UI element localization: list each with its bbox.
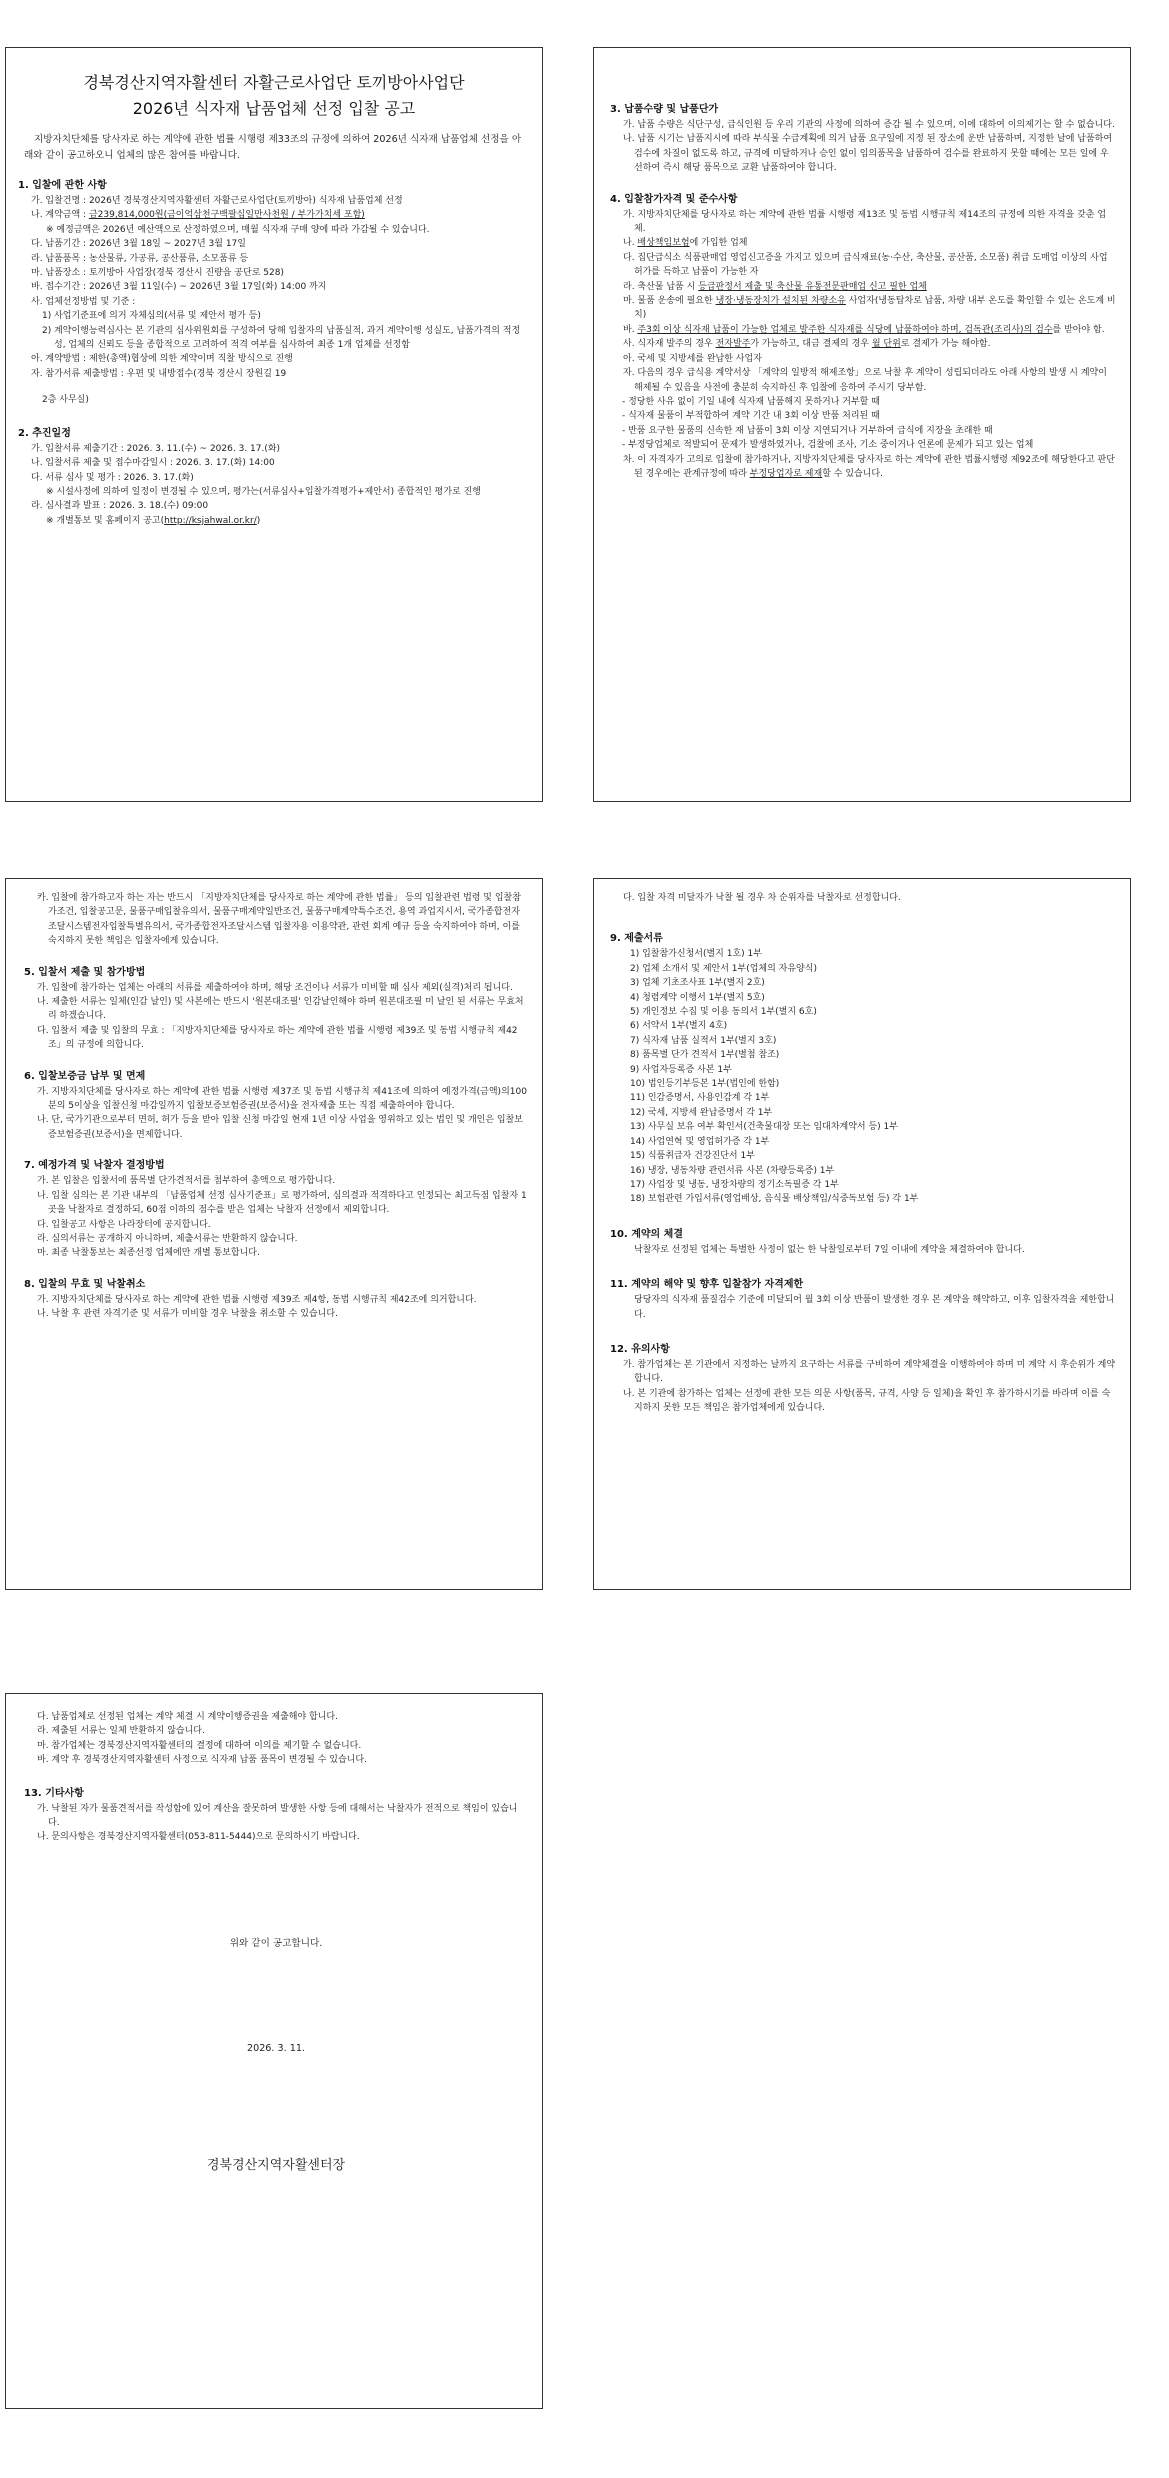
document-item: 12) 국세, 지방세 완납증명서 각 1부 [630, 1107, 773, 1118]
section-heading-12: 12. 유의사항 [610, 1343, 670, 1355]
sec4-item-da: 다. 집단급식소 식품판매업 영업신고증을 가지고 있으며 급식재료(농·수산, 축산물, 공산품, 소모품) 취급 도매업 이상의 사업허가를 득하고 납품이 가능한 자 [623, 252, 1108, 278]
homepage-note-suffix: ) [256, 515, 261, 526]
required-documents-list [610, 947, 1116, 1206]
sec4-sa-suffix: 로 결제가 가능 해야함. [900, 339, 991, 350]
sec12-item-ba: 바. 계약 후 경북경산지역자활센터 사정으로 식자재 납품 품목이 변경될 수 있습니다. [37, 1755, 367, 1766]
sec4-item-ja-4: - 부정당업체로 적발되어 문제가 발생하였거나, 검찰에 조사, 기소 중이거나 언론에 문제가 되고 있는 업체 [622, 440, 1034, 451]
document-item: 3) 업체 기초조사표 1부(별지 2호) [630, 978, 765, 989]
sec10-body: 낙찰자로 선정된 업체는 특별한 사정이 없는 한 낙찰일로부터 7일 이내에 계약을 체결하여야 합니다. [634, 1244, 1025, 1255]
sec4-ba-suffix: 를 받아야 함. [1052, 324, 1105, 335]
section-heading-5: 5. 입찰서 제출 및 참가방법 [24, 966, 146, 978]
sec1-item-sa-2: 2) 계약이행능력심사는 본 기관의 심사위원회를 구성하여 당해 입찰자의 납품실적, 과거 계약이행 성실도, 납품가격의 적정성, 업체의 신뢰도 등을 종합적으로 고려하여 적격 여부를 심사하여 최종 1개 업체를 선정함 [42, 325, 521, 351]
sec4-sa-underlined-2: 월 단위 [871, 339, 901, 350]
document-item: 1) 입찰참가신청서(별지 1호) 1부 [630, 949, 762, 960]
document-item: 15) 식품취급자 건강진단서 1부 [630, 1151, 755, 1162]
sec7-item-ma: 마. 최종 낙찰통보는 최종선정 업체에만 개별 통보합니다. [37, 1248, 260, 1259]
document-item: 7) 식자재 납품 실적서 1부(별지 3호) [630, 1035, 777, 1046]
homepage-note-prefix: ※ 개별통보 및 홈페이지 공고( [46, 515, 165, 526]
sec4-cha-suffix: 할 수 있습니다. [822, 468, 883, 479]
section-heading-7: 7. 예정가격 및 낙찰자 결정방법 [24, 1160, 165, 1172]
section-heading-1: 1. 입찰에 관한 사항 [18, 180, 107, 191]
sec4-item-ba [610, 323, 1116, 337]
sec4-sa-mid: 가 가능하고, 대금 결제의 경우 [750, 339, 872, 350]
sec8-item-na: 나. 낙찰 후 관련 자격기준 및 서류가 미비할 경우 낙찰을 취소할 수 있습니다. [37, 1309, 338, 1320]
sec12-item-ra: 라. 제출된 서류는 일체 반환하지 않습니다. [37, 1726, 205, 1737]
section-heading-2: 2. 추진일정 [18, 427, 71, 439]
sec4-item-ja-1: - 정당한 사유 없이 기일 내에 식자재 납품해지 못하거나 거부할 때 [622, 396, 880, 407]
closing-statement: 위와 같이 공고합니다. [229, 1937, 323, 1949]
title-line-1: 경북경산지역자활센터 자활근로사업단 토끼방아사업단 [83, 73, 465, 92]
sec6-item-ga: 가. 지방자치단체를 당사자로 하는 계약에 관한 법률 시행령 제37조 및 동법 시행규칙 제41조에 의하여 예정가격(금액)의100분의 5이상을 입찰신청 마감일까지 입찰보증보험증권(보증서)을 전자제출 또는 직접 제출하여야 합니다. [37, 1086, 527, 1112]
sec4-item-ja: 자. 다음의 경우 급식용 계약서상 「계약의 일방적 해제조항」으로 낙찰 후 계약이 성립되더라도 아래 사항의 발생 시 계약이 해제될 수 있음을 사전에 충분히 숙지하신 후 입찰에 응하여 주시기 당부함. [623, 368, 1107, 393]
sec8-item-da: 다. 입찰 자격 미달자가 낙찰 될 경우 차 순위자를 낙찰자로 선정합니다. [623, 893, 901, 903]
sec4-ma-prefix: 마. 물품 운송에 필요한 [623, 296, 716, 307]
sec1-item-ja-cont: 2층 사무실) [42, 395, 89, 406]
contract-amount-label: 나. 계약금액 : [31, 210, 89, 221]
sec4-sa-prefix: 사. 식자재 발주의 경우 [623, 339, 716, 350]
signatory: 경북경산지역자활센터장 [206, 2157, 346, 2173]
section-heading-9: 9. 제출서류 [610, 933, 663, 945]
sec7-item-na: 나. 입찰 심의는 본 기관 내부의 「납품업체 선정 심사기준표」로 평가하여, 심의결과 적격하다고 인정되는 최고득점 입찰자 1곳을 낙찰자로 결정하되, 60점 이하의 점수를 받은 업체는 낙찰자 선정에서 제외합니다. [37, 1190, 527, 1216]
sec1-item-da: 다. 납품기간 : 2026년 3월 18일 ~ 2027년 3월 17일 [31, 239, 246, 250]
sec4-item-ga: 가. 지방자치단체를 당사자로 하는 계약에 관한 법률 시행령 제13조 및 동법 시행규칙 제14조의 규정에 의한 자격을 갖춘 업체. [623, 209, 1107, 235]
document-item: 9) 사업자등록증 사본 1부 [630, 1064, 732, 1075]
sec2-item-da: 다. 서류 심사 및 평가 : 2026. 3. 17.(화) [31, 472, 194, 483]
sec4-ma-suffix: 사업자(냉동탑차로 납품, 차량 내부 온도를 확인할 수 있는 온도계 비치) [634, 296, 1116, 321]
section-heading-4: 4. 입찰참가자격 및 준수사항 [610, 193, 738, 205]
sec1-item-ma: 마. 납품장소 : 토끼방아 사업장(경북 경산시 진량읍 공단로 528) [31, 268, 284, 279]
sec4-ra-prefix: 라. 축산물 납품 시 [623, 281, 699, 292]
section-heading-11: 11. 계약의 해약 및 향후 입찰참가 자격제한 [610, 1279, 804, 1291]
sec4-na-prefix: 나. [623, 238, 638, 249]
intro-paragraph: 지방자치단체를 당사자로 하는 계약에 관한 법률 시행령 제33조의 규정에 의하여 2026년 식자재 납품업체 선정을 아래와 같이 공고하오니 업체의 많은 참여를 바랍니다. [24, 134, 522, 161]
sec1-item-ga: 가. 입찰건명 : 2026년 경북경산지역자활센터 자활근로사업단(토끼방아) 식자재 납품업체 선정 [31, 196, 403, 206]
page-3 [5, 878, 543, 1590]
sec7-item-da: 다. 입찰공고 사항은 나라장터에 공지합니다. [37, 1219, 211, 1230]
document-item: 16) 냉장, 냉동차량 관련서류 사본 (차량등록증) 1부 [630, 1165, 835, 1176]
sec1-item-ja: 자. 참가서류 제출방법 : 우편 및 내방접수(경북 경산시 장원길 19 [31, 368, 287, 379]
document-item: 8) 품목별 단가 견적서 1부(별첨 참조) [630, 1050, 780, 1061]
document-item: 2) 업체 소개서 및 제안서 1부(업체의 자유양식) [630, 963, 817, 974]
section-heading-10: 10. 계약의 체결 [610, 1228, 683, 1240]
page-5 [5, 1693, 543, 2409]
sec4-item-na [610, 236, 1116, 250]
sec4-na-suffix: 에 가입한 업체 [689, 238, 748, 249]
sec5-item-ga: 가. 입찰에 참가하는 업체는 아래의 서류를 제출하여야 하며, 해당 조건이나 서류가 미비할 때 심사 제외(실격)처리 됩니다. [37, 982, 513, 993]
sec12-item-da: 다. 납품업체로 선정된 업체는 계약 체결 시 계약이행증권을 제출해야 합니다. [37, 1712, 338, 1722]
sec4-ma-underlined: 냉장·냉동장치가 설치된 차량소유 [715, 296, 846, 307]
contract-amount-value: 금239,814,000원(금이억삼천구백팔십일만사천원 / 부가가치세 포함) [88, 210, 365, 221]
sec1-item-a: 아. 계약방법 : 제한(총액)협상에 의한 계약이며 직찰 방식으로 진행 [31, 354, 293, 365]
sec4-cha-underlined: 부정당업자로 제재 [749, 468, 823, 479]
title-line-2: 2026년 식자재 납품업체 선정 입찰 공고 [132, 99, 416, 118]
sec4-ra-underlined: 등급판정서 제출 및 축산물 유통전문판매업 신고 필한 업체 [698, 281, 927, 292]
document-item: 13) 사무실 보유 여부 확인서(건축물대장 또는 임대차계약서 등) 1부 [630, 1122, 898, 1133]
sec4-item-ka: 카. 입찰에 참가하고자 하는 자는 반드시 「지방자치단체를 당사자로 하는 계약에 관한 법률」 등의 입찰관련 법령 및 입찰참가조건, 입찰공고문, 물품구매입찰유의서, 물품구매계약일반조건, 물품구매계약특수조건, 용역 과업지시서, 국가종합전자조달시스템전자입찰특별유의서, 국가종합전자조달시스템 입찰자용 이용약관, 관련 회계 예규 등을 숙지하여야 하며, 이를 숙지하지 못한 책임은 입찰자에게 있습니다. [37, 893, 521, 947]
sec4-sa-underlined-1: 전자발주 [715, 339, 751, 350]
sec3-item-ga: 가. 납품 수량은 식단구성, 급식인원 등 우리 기관의 사정에 의하여 증감 될 수 있으며, 이에 대하여 이의제기는 할 수 없습니다. [623, 120, 1115, 130]
section-heading-13: 13. 기타사항 [24, 1787, 84, 1799]
sec13-item-na: 나. 문의사항은 경북경산지역자활센터(053-811-5444)으로 문의하시기 바랍니다. [37, 1832, 360, 1843]
sec1-item-na-note: ※ 예정금액은 2026년 예산액으로 산정하였으며, 매월 식자재 구매 양에 따라 가감될 수 있습니다. [46, 224, 430, 235]
sec11-body: 당당자의 식자재 품질검수 기준에 미달되어 월 3회 이상 반품이 발생한 경우 본 계약을 해약하고, 이후 입찰자격을 제한합니다. [634, 1295, 1115, 1320]
sec12-item-ma: 마. 참가업체는 경북경산지역자활센터의 결정에 대하여 이의를 제기할 수 없습니다. [37, 1740, 362, 1751]
sec7-item-ra: 라. 심의서류는 공개하지 아니하며, 제출서류는 반환하지 않습니다. [37, 1233, 298, 1244]
sec1-item-na [18, 208, 530, 222]
sec1-item-sa-1: 1) 사업기준표에 의거 자체심의(서류 및 제안서 평가 등) [42, 311, 261, 322]
sec1-item-ra: 라. 납품품목 : 농산물류, 가공류, 공산품류, 소모품류 등 [31, 253, 249, 264]
document-item: 4) 청렴계약 이행서 1부(별지 5호) [630, 992, 765, 1003]
document-item: 5) 개인정보 수집 및 이용 동의서 1부(별지 6호) [630, 1007, 817, 1018]
sec12-item-ga: 가. 참가업체는 본 기관에서 지정하는 날까지 요구하는 서류를 구비하여 계약체결을 이행하여야 하며 미 계약 시 후순위가 계약합니다. [623, 1359, 1116, 1385]
sec6-item-na: 나. 단, 국가기관으로부터 면허, 허가 등을 받아 입찰 신청 마감일 현재 1년 이상 사업을 영위하고 있는 법인 및 개인은 입찰보증보험증권(보증서)을 면제합니다. [37, 1115, 523, 1140]
section-heading-6: 6. 입찰보증금 납부 및 면제 [24, 1070, 146, 1082]
sec7-item-ga: 가. 본 입찰은 입찰서에 품목별 단가견적서를 첨부하여 총액으로 평가합니다. [37, 1176, 336, 1187]
sec4-cha-prefix: 차. 이 자격자가 고의로 입찰에 참가하거나, 지방자치단체를 당사자로 하는 계약에 관한 법률시행령 제92조에 해당한다고 판단된 경우에는 관계규정에 따라 [623, 454, 1115, 479]
document-title [18, 70, 530, 122]
document-item: 14) 사업연혁 및 영업허가증 각 1부 [630, 1136, 770, 1147]
document-item: 18) 보험관련 가입서류(영업배상, 음식물 배상책임/식중독보험 등) 각 1부 [630, 1194, 919, 1205]
sec4-item-ja-2: - 식자재 물품이 부적합하여 계약 기간 내 3회 이상 반품 처리된 때 [622, 411, 880, 422]
document-item: 10) 법인등기부등본 1부(법인에 한함) [630, 1079, 780, 1090]
document-item: 17) 사업장 및 냉동, 냉장차량의 정기소독필증 각 1부 [630, 1179, 839, 1190]
sec4-na-underlined: 배상책임보험 [637, 238, 690, 249]
sec4-item-ra [610, 280, 1116, 294]
sec2-item-ra: 라. 심사결과 발표 : 2026. 3. 18.(수) 09:00 [31, 501, 209, 512]
sec4-item-sa [610, 337, 1116, 351]
document-item: 11) 인감증명서, 사용인감계 각 1부 [630, 1093, 770, 1104]
sec5-item-na: 나. 제출한 서류는 일체(인감 날인) 및 사본에는 반드시 '원본대조필' 인감날인해야 하며 원본대조필 미 날인 된 서류는 무효처리 하겠습니다. [37, 997, 524, 1022]
sec4-item-ma [610, 294, 1116, 323]
page-2 [593, 47, 1131, 802]
homepage-link[interactable]: http://ksjahwal.or.kr/ [164, 515, 257, 526]
sec2-item-ga: 가. 입찰서류 제출기간 : 2026. 3. 11.(수) ~ 2026. 3. 17.(화) [31, 443, 281, 454]
sec4-ba-prefix: 바. [623, 324, 638, 335]
sec12-item-na: 나. 본 기관에 참가하는 업체는 선정에 관한 모든 의문 사항(품목, 규격, 사양 등 일체)을 확인 후 참가하시기를 바라며 이를 숙지하지 못한 모든 책임은 참가업체에게 있습니다. [623, 1388, 1111, 1414]
announcement-date: 2026. 3. 11. [247, 2042, 305, 2054]
section-heading-3: 3. 납품수량 및 납품단가 [610, 104, 719, 115]
sec4-item-a: 아. 국세 및 지방세를 완납한 사업자 [623, 353, 762, 364]
document-item: 6) 서약서 1부(별지 4호) [630, 1021, 728, 1032]
sec2-item-da-note: ※ 시설사정에 의하여 일정이 변경될 수 있으며, 평가는(서류심사+입찰가격평가+제안서) 종합적인 평가로 진행 [46, 486, 481, 497]
sec8-item-ga: 가. 지방자치단체를 당사자로 하는 계약에 관한 법률 시행령 제39조 제4항, 동법 시행규칙 제42조에 의거합니다. [37, 1294, 477, 1305]
sec4-item-ja-3: - 반품 요구한 물품의 신속한 재 납품이 3회 이상 지연되거나 거부하여 급식에 지장을 초래한 때 [622, 425, 993, 436]
sec5-item-da: 다. 입찰서 제출 및 입찰의 무효 : 「지방자치단체를 당사자로 하는 계약에 관한 법률 시행령 제39조 및 동법 시행규칙 제42조」의 규정에 의합니다. [37, 1025, 518, 1051]
page-1 [5, 47, 543, 802]
sec4-ba-underlined: 주3회 이상 식자재 납품이 가능한 업체로 발주한 식자재를 식당에 납품하여야 하며, 검독관(조리사)의 검수 [637, 324, 1053, 335]
sec1-item-sa: 사. 업체선정방법 및 기준 : [31, 296, 136, 307]
sec1-item-ba: 바. 접수기간 : 2026년 3월 11일(수) ~ 2026년 3월 17일(화) 14:00 까지 [31, 282, 327, 293]
section-heading-8: 8. 입찰의 무효 및 낙찰취소 [24, 1278, 146, 1290]
sec2-item-na: 나. 입찰서류 제출 및 접수마감일시 : 2026. 3. 17.(화) 14:00 [31, 458, 275, 469]
sec13-item-ga: 가. 낙찰된 자가 물품견적서를 작성함에 있어 계산을 잘못하여 발생한 사항 등에 대해서는 낙찰자가 전적으로 책임이 있습니다. [37, 1803, 518, 1829]
sec2-item-ra-note [18, 514, 530, 528]
page-4 [593, 878, 1131, 1590]
sec3-item-na: 나. 납품 시기는 납품지시에 따라 부식물 수급계획에 의거 납품 요구일에 지정 된 장소에 운반 납품하며, 지정한 날에 납품하여 검수에 차질이 없도록 하고, 규격에 미달하거나 승인 없이 임의품목을 납품하여 검수를 완료하지 못할 때에는 모든 일에 우선하여 즉시 해당 품목으로 교환 납품하여야 합니다. [623, 134, 1113, 174]
sec4-item-cha [610, 453, 1116, 482]
